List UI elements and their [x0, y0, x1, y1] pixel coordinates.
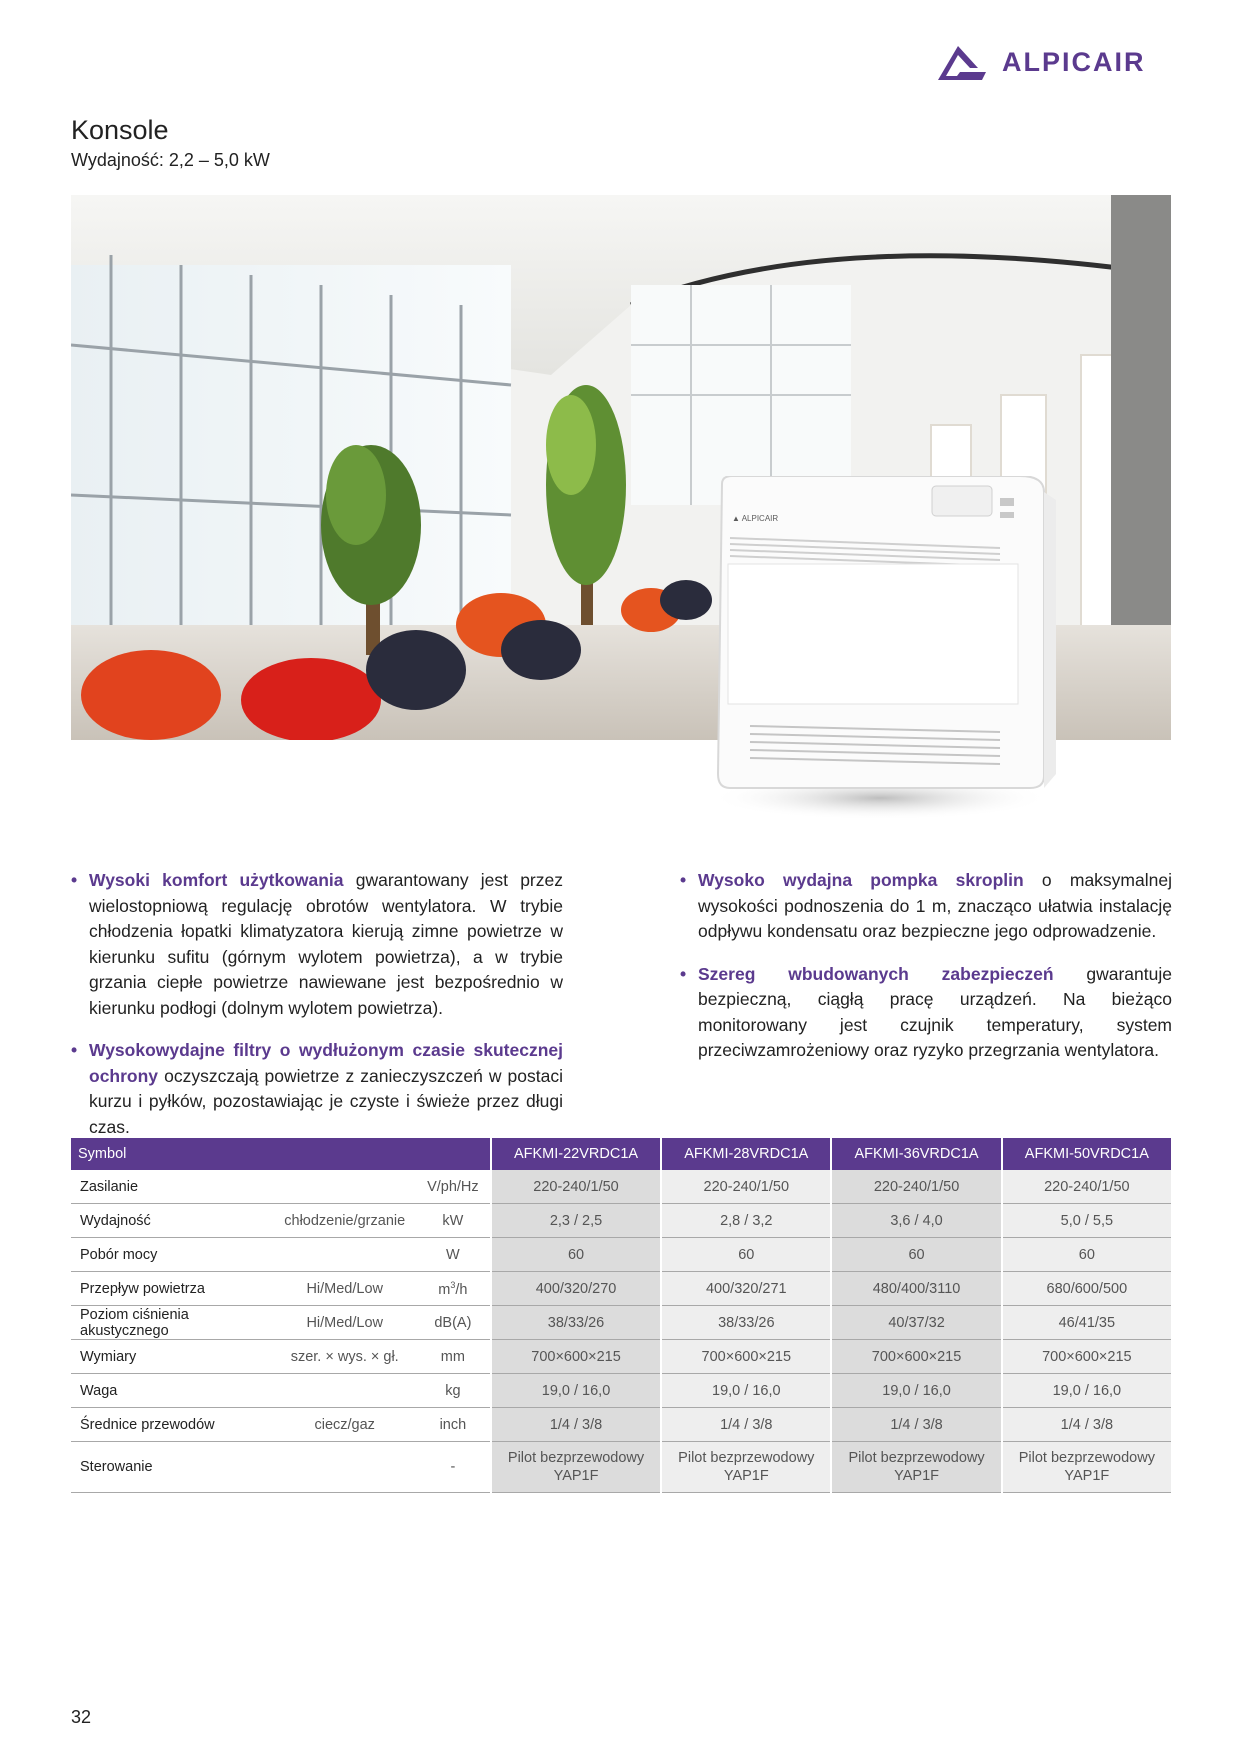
spec-row	[71, 1272, 1171, 1306]
bullet-dot-icon: •	[680, 963, 687, 984]
unit-suffix: /h	[455, 1281, 468, 1298]
spec-row	[71, 1204, 1171, 1238]
param-name: Wydajność	[71, 1204, 274, 1238]
spec-value: 400/320/271	[661, 1272, 831, 1306]
param-unit: -	[416, 1442, 491, 1493]
spec-value: 1/4 / 3/8	[491, 1408, 661, 1442]
model-header: AFKMI-22VRDC1A	[491, 1138, 661, 1170]
spec-value: 46/41/35	[1002, 1306, 1171, 1340]
spec-value: 60	[831, 1238, 1001, 1272]
param-sub: Hi/Med/Low	[274, 1272, 416, 1306]
spec-value: 700×600×215	[491, 1340, 661, 1374]
spec-value: 700×600×215	[661, 1340, 831, 1374]
spec-value: 1/4 / 3/8	[1002, 1408, 1171, 1442]
feature-highlight: Wysokowydajne filtry o wydłużonym czasie skutecznej ochrony	[89, 1040, 563, 1086]
feature-highlight: Wysoki komfort użytkowania	[89, 870, 344, 890]
features-left	[71, 868, 563, 1157]
param-name: Sterowanie	[71, 1442, 274, 1493]
param-unit: mm	[416, 1340, 491, 1374]
param-sub: Hi/Med/Low	[274, 1306, 416, 1340]
param-sub: szer. × wys. × gł.	[274, 1340, 416, 1374]
model-header: AFKMI-36VRDC1A	[831, 1138, 1001, 1170]
control-model: YAP1F	[723, 1468, 769, 1484]
param-name: Poziom ciśnienia akustycznego	[71, 1306, 274, 1340]
spec-row	[71, 1170, 1171, 1204]
spec-row	[71, 1408, 1171, 1442]
control-model: YAP1F	[553, 1468, 599, 1484]
spec-value	[491, 1442, 661, 1493]
spec-row	[71, 1306, 1171, 1340]
spec-value: 40/37/32	[831, 1306, 1001, 1340]
control-line: Pilot bezprzewodowy	[507, 1450, 645, 1466]
param-sub	[274, 1374, 416, 1408]
spec-value: 38/33/26	[661, 1306, 831, 1340]
bullet-dot-icon: •	[71, 870, 78, 890]
feature-item	[680, 868, 1172, 945]
control-model: YAP1F	[1064, 1468, 1110, 1484]
feature-text: oczyszczają powietrze z zanieczyszczeń w postaci kurzu i pyłków, pozostawiając je czyste i świeże przez długi czas.	[89, 1065, 563, 1137]
spec-value: 60	[661, 1238, 831, 1272]
feature-text: o maksymalnej wysokości podnoszenia do 1 m, znacząco ułatwia instalację odpływu kondensatu oraz bezpieczne jego odprowadzenie.	[698, 870, 1172, 941]
spec-value: 220-240/1/50	[831, 1170, 1001, 1204]
unit-exponent: 3	[450, 1279, 456, 1290]
spec-value: 1/4 / 3/8	[831, 1408, 1001, 1442]
spec-value: 38/33/26	[491, 1306, 661, 1340]
spec-value: 1/4 / 3/8	[661, 1408, 831, 1442]
spec-value: 680/600/500	[1002, 1272, 1171, 1306]
unit-brand-label: ▲ ALPICAIR	[732, 514, 779, 523]
spec-value	[831, 1442, 1001, 1493]
feature-text: gwarantuje bezpieczną, ciągłą pracę urządzeń. Na bieżąco monitorowany jest czujnik temperatury, system przeciwzamrożeniowy oraz ryzyko przegrzania wentylatora.	[698, 963, 1172, 1060]
param-name: Zasilanie	[71, 1170, 274, 1204]
bullet-dot-icon: •	[71, 1040, 78, 1060]
feature-highlight: Wysoko wydajna pompka skroplin	[698, 870, 1024, 890]
feature-item	[680, 962, 1172, 1064]
spec-row	[71, 1238, 1171, 1272]
param-unit	[416, 1272, 491, 1306]
spec-value: 19,0 / 16,0	[491, 1374, 661, 1408]
control-line: Pilot bezprzewodowy	[848, 1450, 985, 1466]
spec-value: 2,8 / 3,2	[661, 1204, 831, 1238]
page-subtitle: Wydajność: 2,2 – 5,0 kW	[71, 150, 270, 170]
spec-value: 19,0 / 16,0	[1002, 1374, 1171, 1408]
spec-value: 60	[1002, 1238, 1171, 1272]
spec-value: 2,3 / 2,5	[491, 1204, 661, 1238]
alpicair-logo-mark-icon	[936, 42, 988, 82]
spec-value: 60	[491, 1238, 661, 1272]
feature-highlight: Szereg wbudowanych zabezpieczeń	[698, 963, 1054, 984]
spec-value: 480/400/3110	[831, 1272, 1001, 1306]
param-unit: inch	[416, 1408, 491, 1442]
page-number: 32	[71, 1707, 92, 1727]
param-name: Średnice przewodów	[71, 1408, 274, 1442]
bullet-dot-icon: •	[680, 870, 687, 890]
model-header: AFKMI-28VRDC1A	[661, 1138, 831, 1170]
control-model: YAP1F	[894, 1468, 939, 1484]
symbol-header: Symbol	[71, 1138, 491, 1170]
param-unit: W	[416, 1238, 491, 1272]
brand-logo	[936, 42, 1146, 82]
spec-value: 220-240/1/50	[491, 1170, 661, 1204]
param-name: Przepływ powietrza	[71, 1272, 274, 1306]
spec-row	[71, 1340, 1171, 1374]
feature-text: gwarantowany jest przez wielostopniową regulację obrotów wentylatora. W trybie chłodzenia łopatki klimatyzatora kierują zimne powietrze w kierunku sufitu (górnym wylotem powietrza), a w trybie grzania ciepłe powietrze nawiewane jest bezpośrednio w kierunku podłogi (dolnym wylotem powietrza).	[89, 870, 563, 1018]
spec-value: 5,0 / 5,5	[1002, 1204, 1171, 1238]
spec-table	[71, 1138, 1171, 1493]
control-line: Pilot bezprzewodowy	[1018, 1450, 1155, 1466]
param-sub	[274, 1442, 416, 1493]
param-sub: chłodzenie/grzanie	[274, 1204, 416, 1238]
page-title: Konsole	[71, 115, 169, 145]
param-unit: kg	[416, 1374, 491, 1408]
spec-value	[661, 1442, 831, 1493]
console-air-conditioner-icon	[700, 476, 1060, 821]
spec-value: 220-240/1/50	[661, 1170, 831, 1204]
param-name: Pobór mocy	[71, 1238, 274, 1272]
param-unit: kW	[416, 1204, 491, 1238]
spec-header-row	[71, 1138, 1171, 1170]
spec-row	[71, 1374, 1171, 1408]
unit-base: m	[438, 1281, 451, 1298]
feature-item	[71, 1038, 563, 1140]
spec-value: 220-240/1/50	[1002, 1170, 1171, 1204]
param-name: Wymiary	[71, 1340, 274, 1374]
brand-name: ALPICAIR	[1002, 46, 1146, 77]
model-header: AFKMI-50VRDC1A	[1002, 1138, 1171, 1170]
param-sub: ciecz/gaz	[274, 1408, 416, 1442]
spec-value	[1002, 1442, 1171, 1493]
control-line: Pilot bezprzewodowy	[678, 1450, 815, 1466]
console-unit-image	[700, 476, 1060, 821]
param-sub	[274, 1170, 416, 1204]
param-unit: dB(A)	[416, 1306, 491, 1340]
spec-value: 19,0 / 16,0	[831, 1374, 1001, 1408]
spec-value: 19,0 / 16,0	[661, 1374, 831, 1408]
param-sub	[274, 1238, 416, 1272]
spec-value: 700×600×215	[831, 1340, 1001, 1374]
features-right	[680, 868, 1172, 1081]
spec-row	[71, 1442, 1171, 1493]
spec-value: 400/320/270	[491, 1272, 661, 1306]
spec-value: 3,6 / 4,0	[831, 1204, 1001, 1238]
spec-value: 700×600×215	[1002, 1340, 1171, 1374]
feature-item	[71, 868, 563, 1021]
param-unit: V/ph/Hz	[416, 1170, 491, 1204]
param-name: Waga	[71, 1374, 274, 1408]
